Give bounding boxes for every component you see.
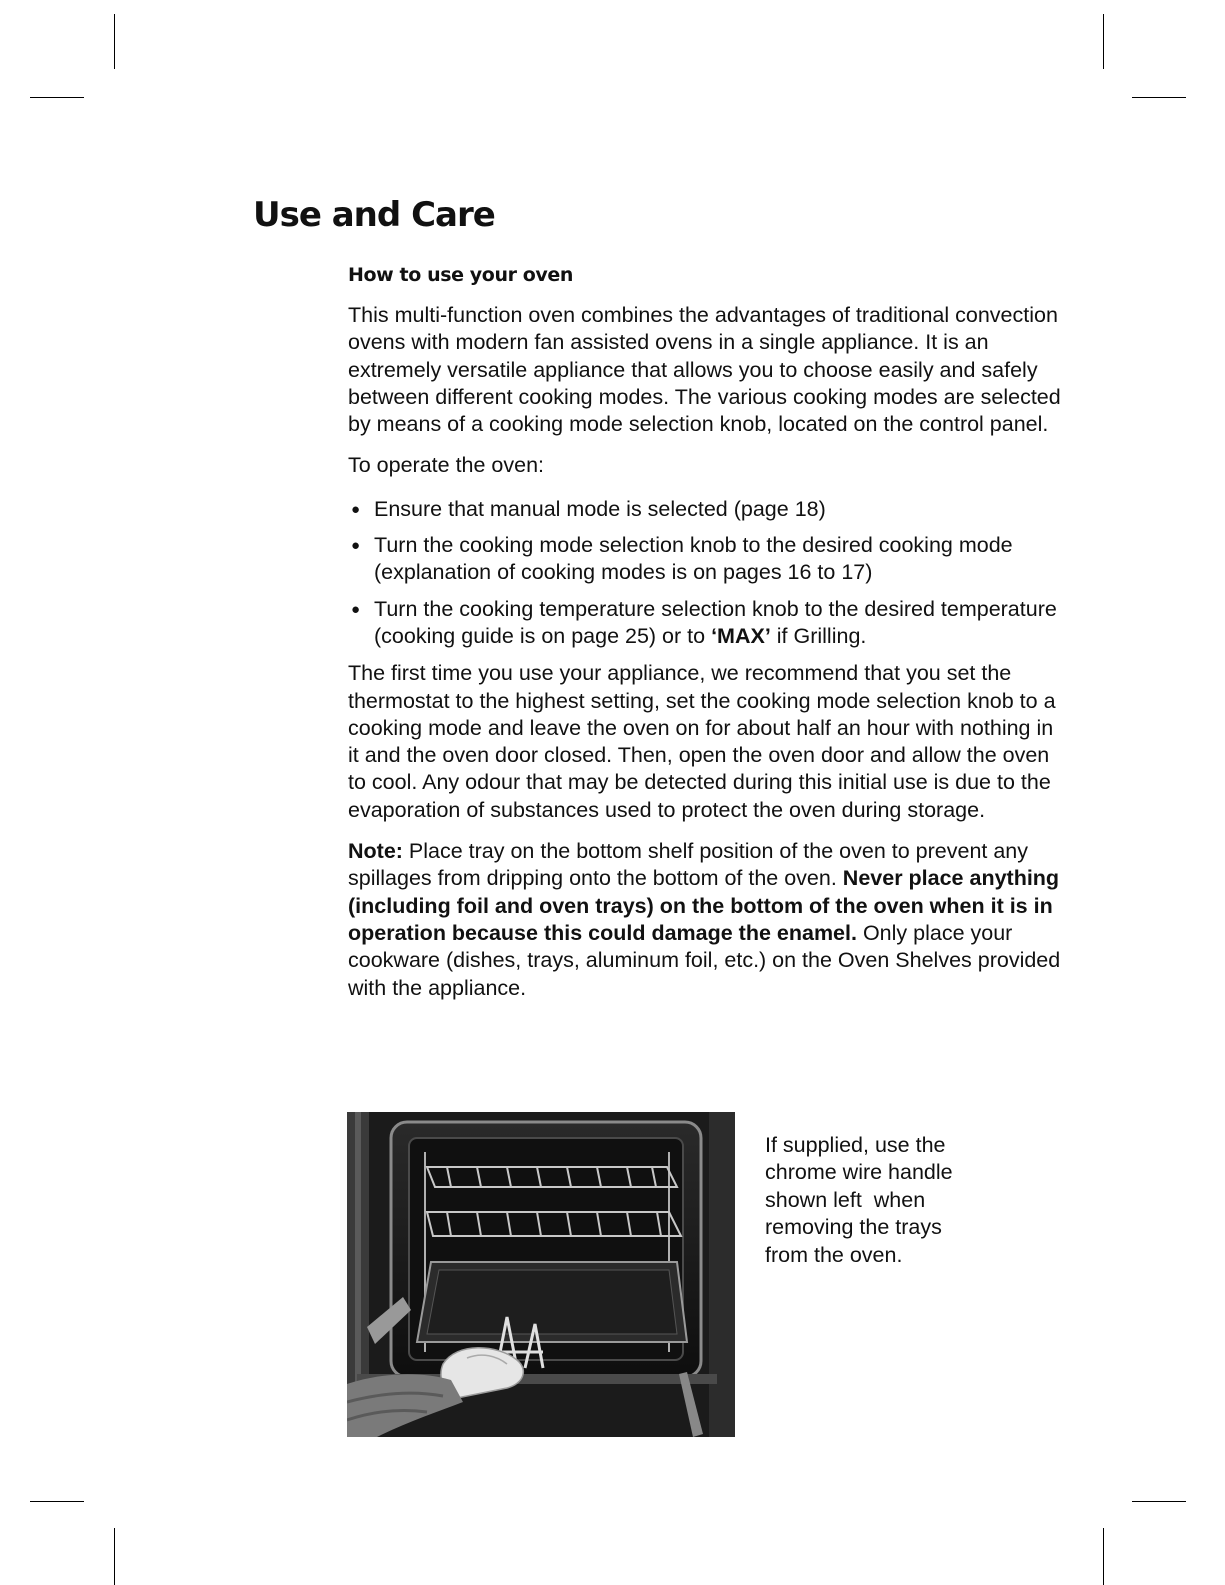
note-paragraph xyxy=(348,838,1068,1002)
step-text: Turn the cooking mode selection knob to the desired cooking mode (explanation of cooking modes is on pages 16 to 17) xyxy=(374,533,1013,585)
first-use-paragraph: The first time you use your appliance, we recommend that you set the thermostat to the highest setting, set the cooking mode selection knob to a cooking mode and leave the oven on for about half an hour with nothing in it and the oven door closed. Then, open the oven door and allow the oven to cool. Any odour that may be detected during this initial use is due to the evaporation of substances used to protect the oven during storage. xyxy=(348,661,1056,822)
note-text: Place tray on the bottom shelf position of the oven to prevent any spillages from dripping onto the bottom of the oven. xyxy=(348,839,1029,891)
bullet-icon: ● xyxy=(351,500,361,518)
crop-mark xyxy=(114,1528,115,1585)
caption-line: If supplied, use the xyxy=(765,1133,946,1157)
note-text: Only place your cookware (dishes, trays, aluminum foil, etc.) on the Oven Shelves provided with the appliance. xyxy=(348,920,1061,1000)
crop-mark xyxy=(30,97,84,98)
intro-paragraph: This multi-function oven combines the advantages of traditional convection ovens with modern fan assisted ovens in a single appliance. It is an extremely versatile appliance that allows you to choose easily and safely between different cooking modes. The various cooking modes are selected by means of a cooking mode selection knob, located on the control panel. xyxy=(348,303,1061,437)
operate-intro: To operate the oven: xyxy=(348,453,545,478)
crop-mark xyxy=(1132,97,1186,98)
caption-line: removing the trays xyxy=(765,1215,942,1240)
note-warning: Never place anything (including foil and oven trays) on the bottom of the oven when it is in operation because this could damage the enamel. xyxy=(348,866,1060,945)
caption-line: shown left when xyxy=(765,1187,926,1212)
oven-illustration xyxy=(347,1112,735,1437)
bullet-icon: ● xyxy=(351,600,361,618)
note-label: Note: xyxy=(348,839,403,864)
crop-mark xyxy=(114,14,115,69)
steps-list xyxy=(348,496,1068,650)
section-heading: How to use your oven xyxy=(348,264,574,286)
crop-mark xyxy=(1103,14,1104,69)
crop-mark xyxy=(1103,1528,1104,1585)
list-item xyxy=(348,596,1068,651)
step-text: Ensure that manual mode is selected (page 18) xyxy=(374,496,826,521)
body-text xyxy=(348,302,1068,1016)
bullet-icon: ● xyxy=(351,537,361,555)
step-text: if Grilling. xyxy=(770,623,867,648)
list-item xyxy=(348,532,1068,587)
caption-line: chrome wire handle xyxy=(765,1160,953,1185)
caption-line: from the oven. xyxy=(765,1242,903,1267)
crop-mark xyxy=(1132,1501,1186,1502)
list-item xyxy=(348,496,1068,523)
page-title: Use and Care xyxy=(253,195,495,235)
crop-mark xyxy=(30,1501,84,1502)
oven-photo xyxy=(347,1112,735,1437)
step-text: Turn the cooking temperature selection knob to the desired temperature (cooking guide is on page 25) or to xyxy=(374,596,1057,648)
photo-caption xyxy=(765,1132,1005,1269)
max-setting: ‘MAX’ xyxy=(711,623,771,648)
